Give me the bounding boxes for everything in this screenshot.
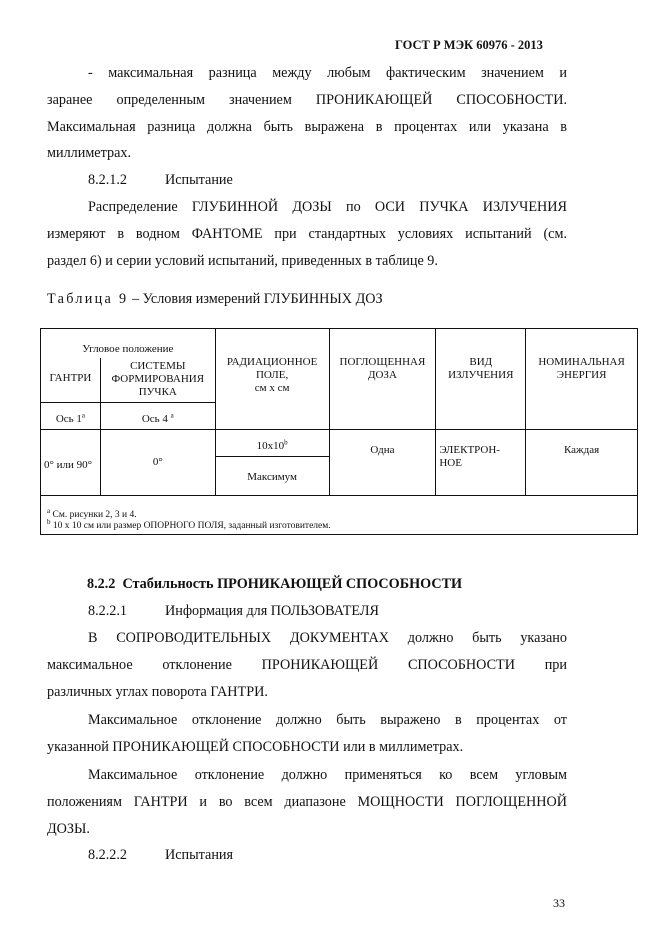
beam-system-value: 0° [100, 430, 215, 496]
text-line: положениям ГАНТРИ и во всем диапазоне МОЩНОСТИ ПОГЛОЩЕННОЙ [47, 793, 567, 810]
section-number: 8.2.2.1 [88, 603, 128, 619]
text-line: Распределение ГЛУБИННОЙ ДОЗЫ по ОСИ ПУЧКА ИЗЛУЧЕНИЯ [88, 199, 567, 215]
angular-position-header: Угловое положение [41, 329, 216, 359]
section-number: 8.2.2 [87, 576, 116, 592]
radiation-field-header: РАДИАЦИОННОЕ ПОЛЕ, см х см [215, 329, 329, 430]
absorbed-dose-value: Одна [329, 430, 436, 496]
field-value-maximum: Максимум [215, 457, 329, 496]
table-caption [47, 291, 383, 308]
documents-paragraph [47, 625, 567, 705]
section-8212-heading [47, 167, 567, 194]
section-title: Испытание [165, 172, 233, 188]
radiation-kind-header: ВИД ИЗЛУЧЕНИЯ [436, 329, 526, 430]
footnote-b: $^b$ 10 х 10 см или размер ОПОРНОГО ПОЛЯ, заданный изготовителем. [47, 517, 331, 531]
gantry-value: 0° или 90° [41, 430, 101, 496]
text-line: заранее определенным значением ПРОНИКАЮЩЕЙ СПОСОБНОСТИ. [47, 91, 567, 108]
axis-1-label: Ось 1$^a$ [41, 403, 101, 430]
text-line: Максимальная разница должна быть выражена в процентах или указана в [47, 118, 567, 135]
text-line: миллиметрах. [47, 145, 132, 162]
section-number: 8.2.2.2 [88, 847, 128, 863]
section-title: Стабильность ПРОНИКАЮЩЕЙ СПОСОБНОСТИ [122, 576, 463, 592]
text-line: указанной ПРОНИКАЮЩЕЙ СПОСОБНОСТИ или в миллиметрах. [47, 738, 464, 755]
table-footnotes [41, 496, 638, 535]
section-number: 8.2.1.2 [88, 172, 128, 188]
section-8222-heading [47, 842, 567, 869]
axis-4-label: Ось 4 $^a$ [100, 403, 215, 430]
section-title: Испытания [165, 847, 234, 863]
nominal-energy-value: Каждая [526, 430, 638, 496]
measurement-conditions-table [40, 328, 638, 535]
text-line: - максимальная разница между любым фактическим значением и [88, 65, 567, 81]
text-line: В СОПРОВОДИТЕЛЬНЫХ ДОКУМЕНТАХ должно быть указано [88, 630, 567, 646]
text-line: измеряют в водном ФАНТОМЕ при стандартных условиях испытаний (см. [47, 225, 567, 242]
distribution-paragraph [47, 194, 567, 274]
intro-paragraph [47, 60, 567, 167]
deviation-paragraph [47, 707, 567, 761]
table-caption-text: – Условия измерений ГЛУБИННЫХ ДОЗ [131, 291, 383, 307]
page-number: 33 [553, 896, 565, 910]
text-line: раздел 6) и серии условий испытаний, приведенных в таблице 9. [47, 252, 438, 269]
text-line: максимальное отклонение ПРОНИКАЮЩЕЙ СПОСОБНОСТИ при [47, 656, 567, 673]
absorbed-dose-header: ПОГЛОЩЕННАЯ ДОЗА [329, 329, 436, 430]
field-value-standard: 10x10$^b$ [215, 430, 329, 457]
section-822-heading [87, 576, 462, 593]
radiation-kind-value: ЭЛЕКТРОН-НОЕ [436, 430, 526, 496]
footnote-a: $^a$ См. рисунки 2, 3 и 4. [47, 506, 137, 520]
section-8221-heading [47, 598, 567, 625]
text-line: Максимальное отклонение должно быть выражено в процентах от [88, 712, 567, 728]
text-line: ДОЗЫ. [47, 820, 90, 837]
nominal-energy-header: НОМИНАЛЬНАЯ ЭНЕРГИЯ [526, 329, 638, 430]
text-line: Максимальное отклонение должно применяться ко всем угловым [88, 767, 567, 783]
table-caption-label: Таблица 9 [47, 291, 129, 307]
text-line: различных углах поворота ГАНТРИ. [47, 683, 268, 700]
application-paragraph [47, 762, 567, 842]
section-title: Информация для ПОЛЬЗОВАТЕЛЯ [165, 603, 379, 619]
beam-system-header: СИСТЕМЫ ФОРМИРОВАНИЯ ПУЧКА [100, 358, 215, 403]
document-code-header: ГОСТ Р МЭК 60976 - 2013 [395, 38, 543, 52]
gantry-header: ГАНТРИ [41, 358, 101, 403]
